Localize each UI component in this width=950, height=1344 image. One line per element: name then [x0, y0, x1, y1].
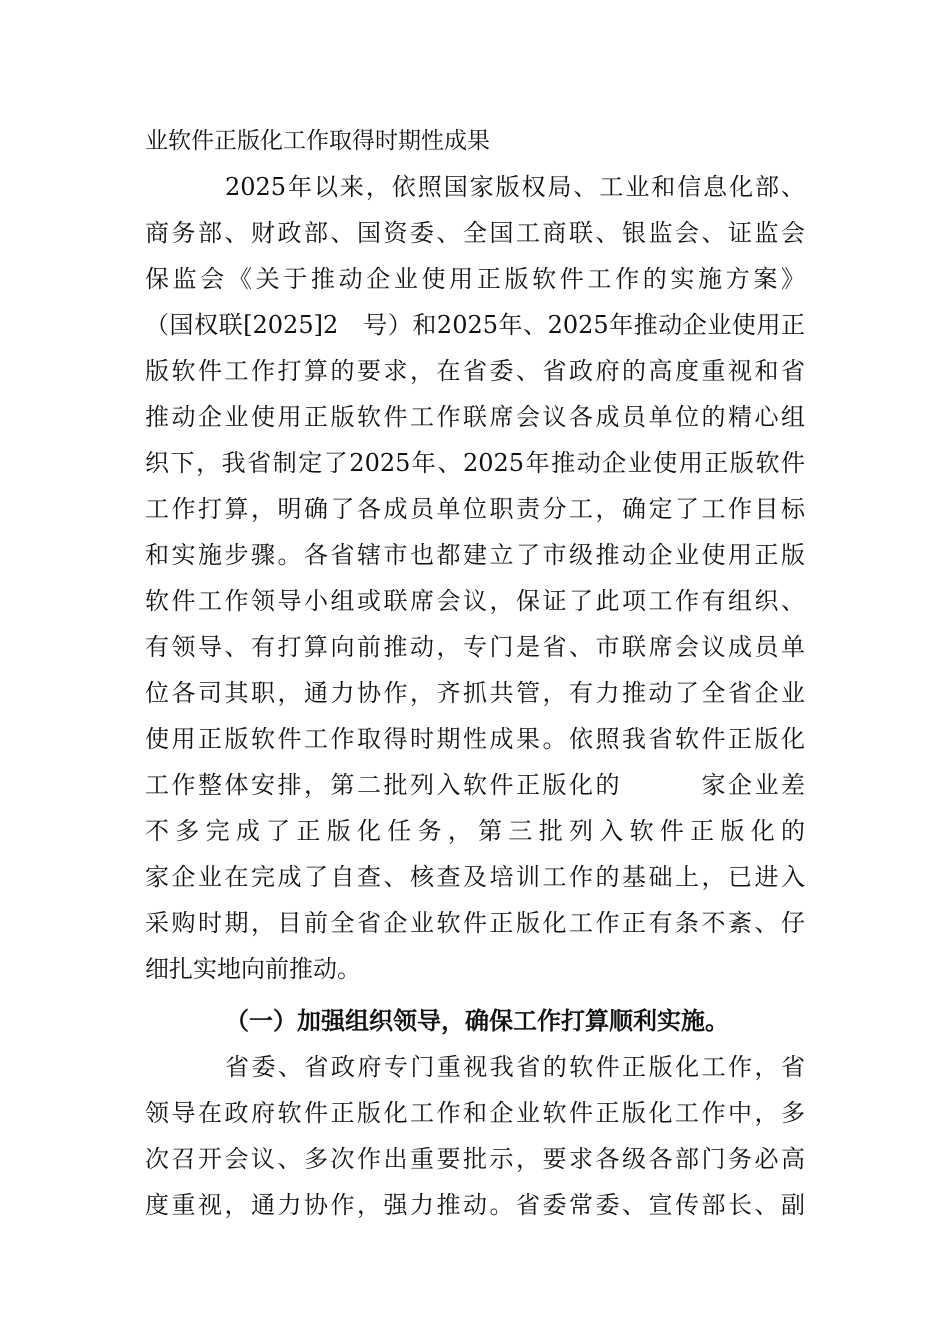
paragraph-line: 推动企业使用正版软件工作联席会议各成员单位的精心组 [145, 403, 805, 431]
section-heading: （一）加强组织领导，确保工作打算顺利实施。 [225, 1006, 729, 1035]
paragraph-line: 和实施步骤。各省辖市也都建立了市级推动企业使用正版 [145, 541, 805, 569]
paragraph-line: 有领导、有打算向前推动，专门是省、市联席会议成员单 [145, 633, 805, 661]
paragraph-line: 度重视，通力协作，强力推动。省委常委、宣传部长、副 [145, 1191, 805, 1219]
paragraph-line: （国权联[2025]2 号）和2025年、2025年推动企业使用正 [145, 311, 805, 339]
paragraph-line: 使用正版软件工作取得时期性成果。依照我省软件正版化 [145, 725, 805, 753]
paragraph-line: 细扎实地向前推动。 [145, 955, 361, 983]
paragraph-line: 领导在政府软件正版化工作和企业软件正版化工作中，多 [145, 1099, 805, 1127]
paragraph-line: 工作打算，明确了各成员单位职责分工，确定了工作目标 [145, 495, 805, 523]
paragraph-line: 软件工作领导小组或联席会议，保证了此项工作有组织、 [145, 587, 805, 615]
continued-heading-line: 业软件正版化工作取得时期性成果 [145, 128, 490, 154]
paragraph-line: 保监会《关于推动企业使用正版软件工作的实施方案》 [145, 265, 805, 293]
paragraph-line: 家企业在完成了自查、核查及培训工作的基础上，已进入 [145, 863, 805, 891]
paragraph-line: 位各司其职，通力协作，齐抓共管，有力推动了全省企业 [145, 679, 805, 707]
paragraph-line: 版软件工作打算的要求，在省委、省政府的高度重视和省 [145, 357, 805, 385]
paragraph-line: 省委、省政府专门重视我省的软件正版化工作，省 [225, 1053, 805, 1081]
paragraph-line: 不多完成了正版化任务，第三批列入软件正版化的 [145, 817, 805, 845]
paragraph-line: 工作整体安排，第二批列入软件正版化的 家企业差 [145, 771, 805, 799]
paragraph-line: 2025年以来，依照国家版权局、工业和信息化部、 [225, 173, 805, 201]
paragraph-line: 次召开会议、多次作出重要批示，要求各级各部门务必高 [145, 1145, 805, 1173]
paragraph-line: 采购时期，目前全省企业软件正版化工作正有条不紊、仔 [145, 909, 805, 937]
paragraph-line: 商务部、财政部、国资委、全国工商联、银监会、证监会 [145, 219, 805, 247]
paragraph-line: 织下，我省制定了2025年、2025年推动企业使用正版软件 [145, 449, 805, 477]
